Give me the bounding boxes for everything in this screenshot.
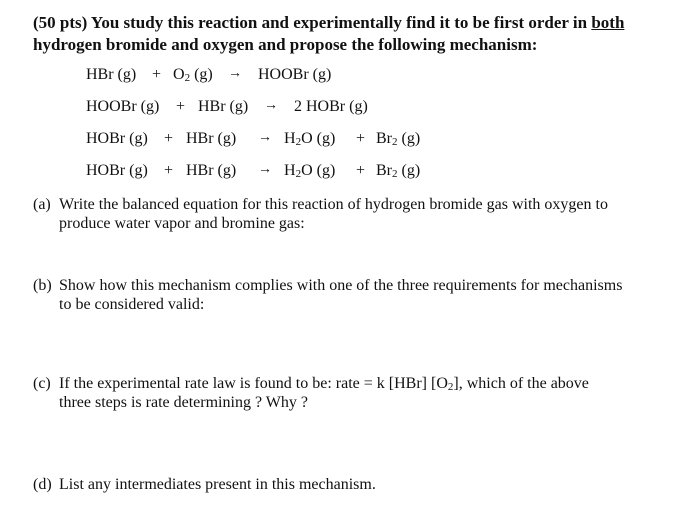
question-b-line-2: to be considered valid: — [59, 296, 205, 313]
problem-header — [33, 12, 673, 56]
question-b-line-1: Show how this mechanism complies with one of the three requirements for mechanisms — [59, 277, 623, 294]
step4-reactant-2: HBr (g) — [186, 162, 237, 179]
step3-plus-2: + — [356, 130, 366, 147]
header-underlined-word: both — [591, 13, 625, 32]
step2-product-1: 2 HOBr (g) — [294, 98, 368, 115]
step1-reactant-1: HBr (g) — [86, 66, 137, 83]
question-a-label: (a) — [33, 196, 51, 213]
step4-arrow: → — [258, 162, 272, 177]
step3-product-1: $H_2O$ (g) — [284, 130, 336, 148]
step4-reactant-1: HOBr (g) — [86, 162, 148, 179]
step1-arrow: → — [228, 66, 242, 81]
header-text-2: hydrogen bromide and oxygen and propose the following mechanism: — [33, 35, 538, 54]
question-c-label: (c) — [33, 375, 51, 392]
step4-plus: + — [164, 162, 174, 179]
step2-arrow: → — [264, 98, 278, 113]
question-a-line-1: Write the balanced equation for this reaction of hydrogen bromide gas with oxygen to — [59, 196, 608, 213]
step2-reactant-2: HBr (g) — [198, 98, 249, 115]
step2-reactant-1: HOOBr (g) — [86, 98, 160, 115]
header-text-1: (50 pts) You study this reaction and experimentally find it to be first order in — [33, 13, 592, 32]
step3-plus: + — [164, 130, 174, 147]
step4-plus-2: + — [356, 162, 366, 179]
step3-reactant-2: HBr (g) — [186, 130, 237, 147]
step1-product-1: HOOBr (g) — [258, 66, 332, 83]
question-d — [33, 475, 673, 494]
step3-reactant-1: HOBr (g) — [86, 130, 148, 147]
question-c-line-1: If the experimental rate law is found to be: rate = k [HBr] $[O_2]$, which of the above — [59, 375, 589, 393]
question-c — [33, 374, 673, 412]
question-d-label: (d) — [33, 476, 52, 493]
question-b — [33, 276, 673, 314]
step1-plus: + — [152, 66, 162, 83]
step3-product-2: $Br_2$ (g) — [376, 130, 421, 148]
question-b-label: (b) — [33, 277, 52, 294]
step4-product-1: $H_2O$ (g) — [284, 162, 336, 180]
question-d-line-1: List any intermediates present in this mechanism. — [59, 476, 376, 493]
question-c-line-2: three steps is rate determining ? Why ? — [59, 394, 308, 411]
step3-arrow: → — [258, 130, 272, 145]
step4-product-2: $Br_2$ (g) — [376, 162, 421, 180]
question-a-line-2: produce water vapor and bromine gas: — [59, 215, 305, 232]
step1-reactant-2: $O_2$ (g) — [173, 66, 213, 84]
question-a — [33, 195, 673, 233]
step2-plus: + — [176, 98, 186, 115]
